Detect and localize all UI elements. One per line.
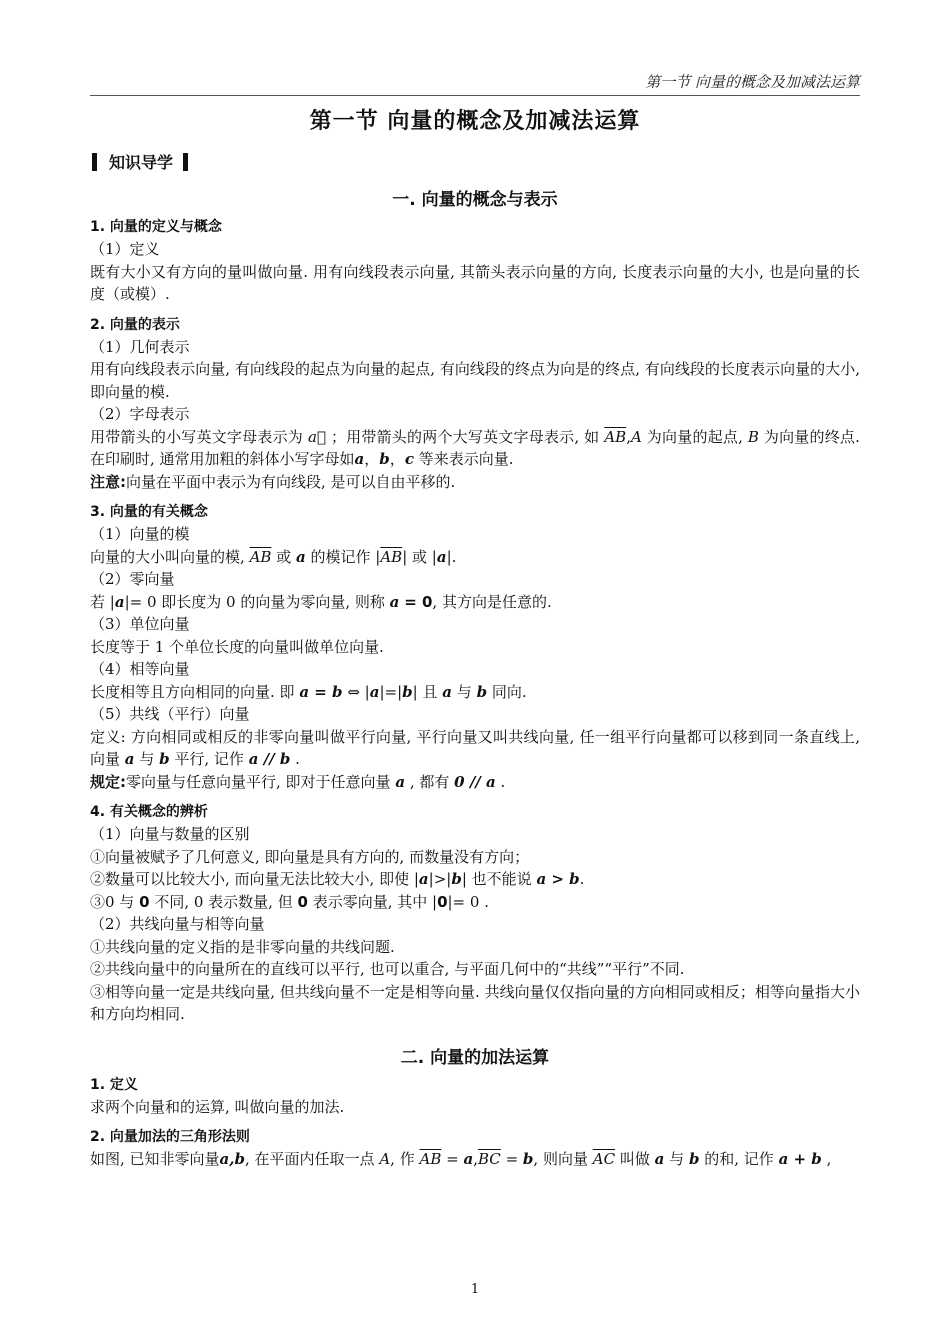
heading-2-1: 1. 定义 xyxy=(90,1076,138,1093)
vector-symbol: $\overline{AB}$ xyxy=(604,427,627,446)
text: 用带箭头的小写英文字母表示为 xyxy=(90,427,304,446)
text: 长度相等且方向相同的向量. 即 xyxy=(90,682,295,701)
text: | 也不能说 xyxy=(461,870,532,888)
text: |= 0 . xyxy=(447,892,489,911)
text: ②数量可以比较大小, 而向量无法比较大小, 即使 | xyxy=(90,870,419,888)
text: 等来表示向量. xyxy=(418,450,514,468)
vector-symbol: $\overline{AB}$ xyxy=(380,547,403,566)
heading-1-4: 4. 有关概念的辨析 xyxy=(90,804,208,820)
text: 如图, 已知非零向量 xyxy=(90,1150,220,1168)
vector-symbol: b xyxy=(476,682,488,701)
text: ⇔ | xyxy=(347,682,370,701)
rule-label: 规定: xyxy=(90,772,126,791)
vector-symbol: a xyxy=(124,750,135,768)
paragraph: 既有大小又有方向的量叫做向量. 用有向线段表示向量, 其箭头表示向量的方向, 长度表示向量的大小, 也是向量的长度（或模）. xyxy=(90,262,860,303)
text: 或 xyxy=(276,547,292,566)
running-header: 第一节 向量的概念及加减法运算 xyxy=(645,73,860,91)
guide-right-bar xyxy=(183,153,188,171)
vector-symbol: $\overline{AC}$ xyxy=(592,1150,616,1168)
section-heading-2: 二. 向量的加法运算 xyxy=(400,1047,550,1068)
text: 与 xyxy=(456,682,472,701)
paragraph xyxy=(90,546,860,569)
text: ③0 与 xyxy=(90,892,135,911)
vector-symbol: a xyxy=(389,592,400,611)
sub-heading: （2）字母表示 xyxy=(90,405,190,423)
sub-heading: （4）相等向量 xyxy=(90,660,190,678)
text: |= 0 即长度为 0 的向量为零向量, 则称 xyxy=(124,592,385,611)
text: 的模记作 | xyxy=(310,547,381,566)
text: |>| xyxy=(428,870,452,888)
vector-symbol: c xyxy=(404,450,414,468)
vector-symbol: a // b xyxy=(248,750,291,768)
text: 定义: 方向相同或相反的非零向量叫做平行向量, 平行向量又叫共线向量, 任一组平行向量都可以移到同一条直线上, 向量 xyxy=(90,727,860,768)
paragraph xyxy=(90,426,860,471)
paragraph: 求两个向量和的运算, 叫做向量的加法. xyxy=(90,1097,345,1116)
vector-symbol: b xyxy=(522,1150,534,1168)
text: 与 xyxy=(669,1150,685,1168)
text: , 则向量 xyxy=(533,1150,588,1168)
text: 为向量的终点. 在印刷时, 通常用加粗的斜体小写字母如 xyxy=(90,427,860,468)
text: = xyxy=(446,1150,459,1168)
vector-symbol: a xyxy=(395,772,406,791)
page-title: 第一节 向量的概念及加减法运算 xyxy=(309,109,641,134)
rule-paragraph xyxy=(90,771,860,794)
text: , 都有 xyxy=(409,772,450,791)
vector-symbol: a xyxy=(436,547,447,566)
math-symbol: = 0 xyxy=(404,592,433,611)
sub-heading: （5）共线（平行）向量 xyxy=(90,705,250,723)
vector-symbol: a xyxy=(654,1150,665,1168)
text: , xyxy=(826,1150,832,1168)
text: 的和, 记作 xyxy=(704,1150,774,1168)
heading-1-3: 3. 向量的有关概念 xyxy=(90,504,208,520)
text: 为向量的起点, xyxy=(646,427,743,446)
math-symbol: B xyxy=(747,427,759,446)
text: | 或 | xyxy=(402,547,437,566)
heading-2-2: 2. 向量加法的三角形法则 xyxy=(90,1129,250,1145)
vector-symbol: 0 xyxy=(139,892,150,911)
text: |. xyxy=(446,547,457,566)
text: 不同, 0 表示数量, 但 xyxy=(154,892,293,911)
text: |=| xyxy=(379,682,403,701)
vector-symbol: a xyxy=(369,682,380,701)
section-heading-1: 一. 向量的概念与表示 xyxy=(392,190,558,210)
page-number: 1 xyxy=(470,1282,480,1297)
sub-heading: （1）向量与数量的区别 xyxy=(90,825,250,843)
paragraph: 用有向线段表示向量, 有向线段的起点为向量的起点, 有向线段的终点为向是的终点, 有向线段的长度表示向量的大小, 即向量的模. xyxy=(90,360,860,401)
sub-heading: （1）几何表示 xyxy=(90,337,190,356)
vector-symbol: a xyxy=(354,450,365,468)
heading-1-2: 2. 向量的表示 xyxy=(90,316,180,333)
text: . xyxy=(500,772,506,791)
vector-symbol: b xyxy=(159,750,170,768)
text: ， xyxy=(364,450,380,468)
paragraph xyxy=(90,591,860,614)
content-body xyxy=(90,188,860,1171)
text: | 且 xyxy=(412,682,438,701)
paragraph xyxy=(90,1148,860,1171)
paragraph: ②共线向量中的向量所在的直线可以平行, 也可以重合, 与平面几何中的“共线”“平行”不同. xyxy=(90,960,685,978)
vector-symbol: a,b xyxy=(219,1150,245,1168)
text: 叫做 xyxy=(619,1150,650,1168)
vector-symbol: a xyxy=(463,1150,474,1168)
vector-symbol: a xyxy=(442,682,452,701)
text: , 其方向是任意的. xyxy=(432,592,552,611)
guide-left-bar xyxy=(92,153,97,171)
vector-symbol: b xyxy=(402,682,413,701)
text: 平行, 记作 xyxy=(174,750,244,768)
sub-heading: （1）向量的模 xyxy=(90,525,190,543)
vector-symbol: b xyxy=(379,450,390,468)
paragraph xyxy=(90,726,860,771)
vector-symbol: $\overline{BC}$ xyxy=(478,1150,501,1168)
paragraph xyxy=(90,891,860,914)
vector-symbol: $\overline{AB}$ xyxy=(249,547,272,566)
text: 零向量与任意向量平行, 即对于任意向量 xyxy=(126,772,391,791)
vector-symbol: a⃗ xyxy=(308,427,326,446)
vector-symbol: a xyxy=(418,870,429,888)
math-symbol: A xyxy=(379,1150,391,1168)
sub-heading: （3）单位向量 xyxy=(90,615,190,633)
text: , xyxy=(626,427,631,446)
text: , 作 xyxy=(390,1150,415,1168)
text: = xyxy=(505,1150,519,1168)
vector-symbol: a = b xyxy=(299,682,343,701)
vector-symbol: b xyxy=(688,1150,700,1168)
vector-symbol: 0 xyxy=(437,892,448,911)
math-symbol: A xyxy=(630,427,642,446)
text: 与 xyxy=(139,750,155,768)
text: 向量的大小叫向量的模, xyxy=(90,547,245,566)
text: ；用带箭头的两个大写英文字母表示, 如 xyxy=(330,427,600,446)
text: . xyxy=(295,750,300,768)
note-paragraph xyxy=(90,471,860,494)
paragraph xyxy=(90,681,860,704)
vector-symbol: a > b xyxy=(536,870,580,888)
text: 向量在平面中表示为有向线段, 是可以自由平移的. xyxy=(126,472,456,491)
paragraph: ①向量被赋予了几何意义, 即向量是具有方向的, 而数量没有方向； xyxy=(90,847,530,866)
paragraph xyxy=(90,868,860,891)
vector-symbol: $\overline{AB}$ xyxy=(419,1150,442,1168)
guide-text: 知识导学 xyxy=(109,153,174,172)
vector-symbol: a + b xyxy=(778,1150,822,1168)
note-label: 注意: xyxy=(90,472,126,491)
text: 同向. xyxy=(491,682,527,701)
heading-1-1: 1. 向量的定义与概念 xyxy=(90,219,222,235)
paragraph: ③相等向量一定是共线向量, 但共线向量不一定是相等向量. 共线向量仅仅指向量的方向相同或相反；相等向量指大小和方向均相同. xyxy=(90,982,860,1023)
knowledge-guide-label xyxy=(92,150,188,173)
paragraph: ①共线向量的定义指的是非零向量的共线问题. xyxy=(90,937,395,956)
text: ， xyxy=(389,450,405,468)
vector-symbol: 0 xyxy=(297,892,308,911)
vector-symbol: 0 // a xyxy=(454,772,496,791)
vector-symbol: a xyxy=(296,547,306,566)
vector-symbol: a xyxy=(114,592,125,611)
sub-heading: （2）共线向量与相等向量 xyxy=(90,915,265,933)
paragraph: 长度等于 1 个单位长度的向量叫做单位向量. xyxy=(90,637,384,656)
sub-heading: （1）定义 xyxy=(90,240,160,258)
text: , xyxy=(473,1150,478,1168)
text: 表示零向量, 其中 | xyxy=(312,892,438,911)
sub-heading: （2）零向量 xyxy=(90,570,175,588)
text: . xyxy=(579,870,585,888)
text: 若 | xyxy=(90,592,115,611)
text: , 在平面内任取一点 xyxy=(244,1150,375,1168)
header-rule xyxy=(90,95,860,96)
vector-symbol: b xyxy=(451,870,462,888)
